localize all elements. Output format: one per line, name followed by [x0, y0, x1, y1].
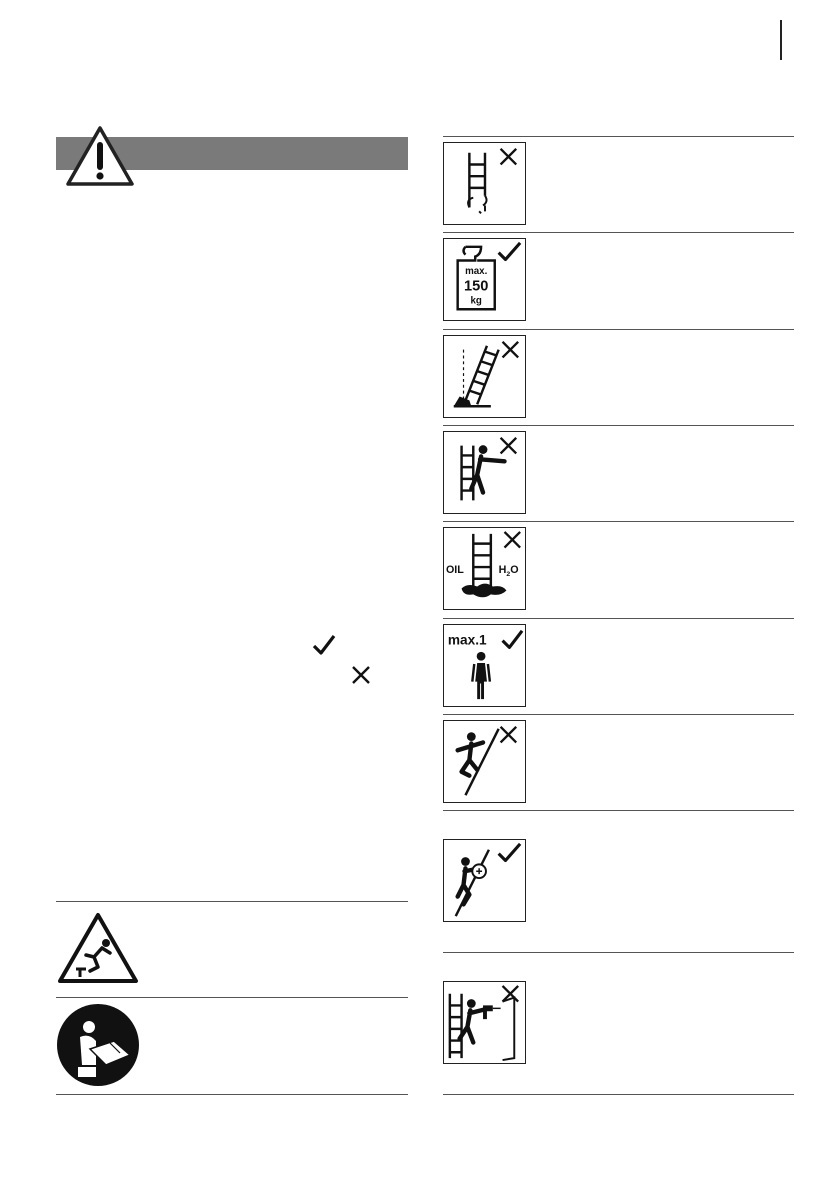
page-corner-mark: [780, 20, 782, 60]
pictogram-slippery-surface: [443, 527, 526, 610]
pictogram-uneven-ground: [443, 335, 526, 418]
load-unit: kg: [470, 295, 482, 307]
max-persons-label: max.1: [447, 632, 487, 648]
divider: [56, 997, 408, 998]
divider: [443, 618, 794, 619]
pictogram-one-person: [443, 624, 526, 707]
cross-icon: [505, 532, 521, 548]
read-manual-icon: [56, 1003, 140, 1087]
slippery-surface-icon: [444, 528, 525, 609]
cross-icon: [501, 727, 517, 743]
checkmark-icon: [312, 634, 336, 656]
warning-triangle-icon: [64, 124, 136, 188]
divider: [443, 810, 794, 811]
divider: [443, 329, 794, 330]
divider: [56, 901, 408, 902]
cross-icon: [503, 342, 519, 358]
climbing-backwards-icon: [444, 721, 525, 802]
overreaching-icon: [444, 432, 525, 513]
side-loading-drill-icon: [444, 982, 525, 1063]
damaged-ladder-icon: [444, 143, 525, 224]
facing-ladder-climb-icon: [444, 840, 525, 921]
checkmark-icon: [499, 844, 520, 861]
cross-icon: [350, 664, 372, 686]
divider: [443, 425, 794, 426]
max-load-weight-icon: [444, 239, 525, 320]
divider: [443, 952, 794, 953]
oil-label: OIL: [445, 563, 464, 576]
one-person-icon: [444, 625, 525, 706]
checkmark-icon: [503, 631, 523, 648]
pictogram-max-load: [443, 238, 526, 321]
fall-hazard-warning-icon: [56, 911, 140, 985]
divider: [443, 714, 794, 715]
checkmark-icon: [499, 243, 520, 260]
divider: [443, 521, 794, 522]
divider: [56, 1094, 408, 1095]
divider: [443, 232, 794, 233]
divider: [443, 1094, 794, 1095]
pictogram-side-loading: [443, 981, 526, 1064]
water-label: $H_2O$: [498, 563, 519, 578]
pictogram-damaged-ladder: [443, 142, 526, 225]
load-value: 150: [464, 278, 489, 295]
max-label: max.: [465, 266, 488, 278]
pictogram-facing-ladder: [443, 839, 526, 922]
pictogram-overreaching: [443, 431, 526, 514]
cross-icon: [501, 438, 517, 454]
uneven-ground-ladder-icon: [444, 336, 525, 417]
divider: [443, 136, 794, 137]
pictogram-climbing-backwards: [443, 720, 526, 803]
cross-icon: [501, 149, 517, 165]
